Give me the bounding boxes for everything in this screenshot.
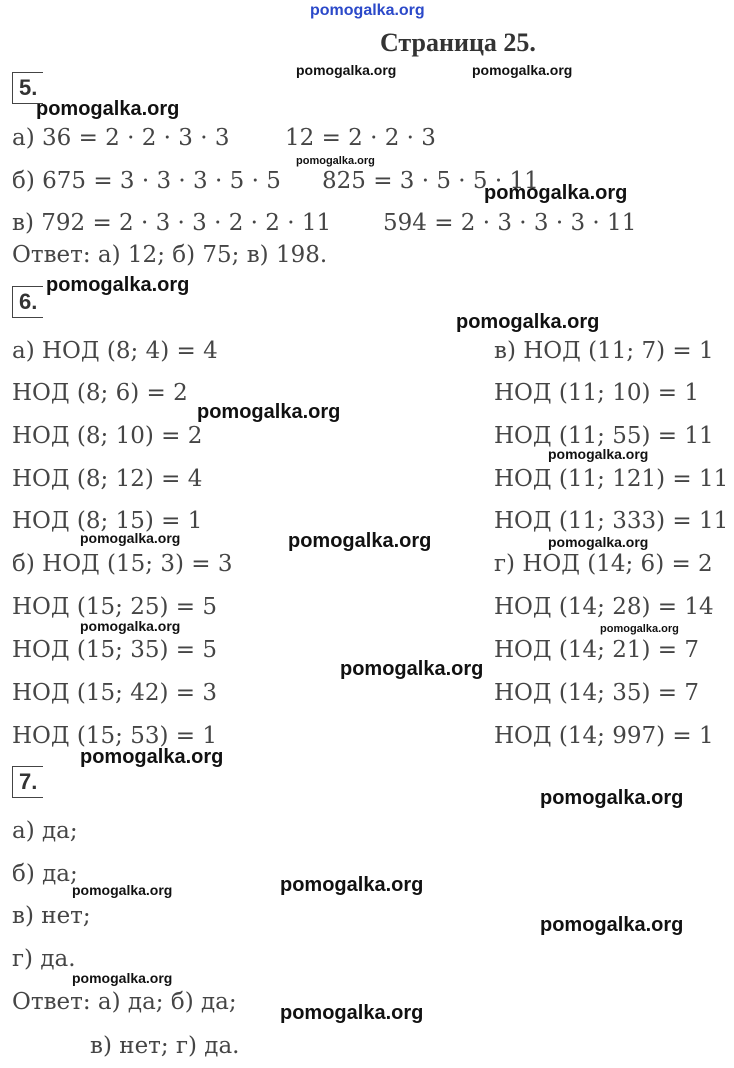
site-watermark-top: pomogalka.org [310, 2, 425, 19]
watermark: pomogalka.org [456, 311, 600, 333]
watermark: pomogalka.org [280, 874, 424, 896]
watermark: pomogalka.org [280, 1002, 424, 1024]
task-7-line-c: в) нет; [12, 903, 91, 929]
watermark: pomogalka.org [540, 914, 684, 936]
gcd-left-2: НОД (8; 10) = 2 [12, 423, 203, 449]
task-7-number: 7. [12, 766, 43, 798]
watermark: pomogalka.org [296, 155, 375, 167]
watermark: pomogalka.org [288, 530, 432, 552]
watermark: pomogalka.org [46, 274, 190, 296]
task-5-line-c-right: 594 = 2 · 3 · 3 · 3 · 11 [383, 210, 637, 236]
gcd-right-9: НОД (14; 997) = 1 [494, 723, 714, 749]
task-5-number: 5. [12, 72, 43, 104]
gcd-left-9: НОД (15; 53) = 1 [12, 723, 217, 749]
watermark: pomogalka.org [548, 534, 649, 550]
watermark: pomogalka.org [72, 882, 173, 898]
watermark: pomogalka.org [472, 62, 573, 78]
task-7-answer-2: в) нет; г) да. [90, 1033, 240, 1059]
watermark: pomogalka.org [600, 623, 679, 635]
task-5-line-c-left: в) 792 = 2 · 3 · 3 · 2 · 2 · 11 [12, 210, 332, 236]
task-7-line-a: а) да; [12, 818, 78, 844]
gcd-left-7: НОД (15; 35) = 5 [12, 637, 217, 663]
gcd-right-5: г) НОД (14; 6) = 2 [494, 551, 713, 577]
task-5-answer: Ответ: а) 12; б) 75; в) 198. [12, 242, 328, 268]
page-title: Страница 25. [380, 28, 536, 57]
task-7-answer-1: Ответ: а) да; б) да; [12, 989, 237, 1015]
watermark: pomogalka.org [540, 787, 684, 809]
watermark: pomogalka.org [296, 62, 397, 78]
gcd-left-1: НОД (8; 6) = 2 [12, 380, 188, 406]
gcd-right-8: НОД (14; 35) = 7 [494, 680, 699, 706]
gcd-right-4: НОД (11; 333) = 11 [494, 508, 729, 534]
watermark: pomogalka.org [80, 746, 224, 768]
task-6-number: 6. [12, 286, 43, 318]
gcd-left-4: НОД (8; 15) = 1 [12, 508, 203, 534]
gcd-left-5: б) НОД (15; 3) = 3 [12, 551, 233, 577]
gcd-left-3: НОД (8; 12) = 4 [12, 466, 203, 492]
gcd-right-7: НОД (14; 21) = 7 [494, 637, 699, 663]
watermark: pomogalka.org [80, 618, 181, 634]
watermark: pomogalka.org [484, 182, 628, 204]
gcd-right-6: НОД (14; 28) = 14 [494, 594, 714, 620]
task-7-line-b: б) да; [12, 861, 78, 887]
gcd-right-1: НОД (11; 10) = 1 [494, 380, 699, 406]
watermark: pomogalka.org [80, 530, 181, 546]
watermark: pomogalka.org [340, 658, 484, 680]
gcd-right-3: НОД (11; 121) = 11 [494, 466, 729, 492]
watermark: pomogalka.org [72, 970, 173, 986]
gcd-right-0: в) НОД (11; 7) = 1 [494, 338, 714, 364]
watermark: pomogalka.org [197, 401, 341, 423]
task-5-line-b-right: 825 = 3 · 5 · 5 · 11 [322, 168, 539, 194]
task-5-line-a-left: а) 36 = 2 · 2 · 3 · 3 [12, 125, 230, 151]
task-5-line-a-right: 12 = 2 · 2 · 3 [285, 125, 436, 151]
task-5-line-b-left: б) 675 = 3 · 3 · 3 · 5 · 5 [12, 168, 281, 194]
task-7-line-d: г) да. [12, 946, 76, 972]
gcd-left-8: НОД (15; 42) = 3 [12, 680, 217, 706]
gcd-right-2: НОД (11; 55) = 11 [494, 423, 714, 449]
watermark: pomogalka.org [548, 446, 649, 462]
watermark: pomogalka.org [36, 98, 180, 120]
gcd-left-6: НОД (15; 25) = 5 [12, 594, 217, 620]
gcd-left-0: а) НОД (8; 4) = 4 [12, 338, 218, 364]
